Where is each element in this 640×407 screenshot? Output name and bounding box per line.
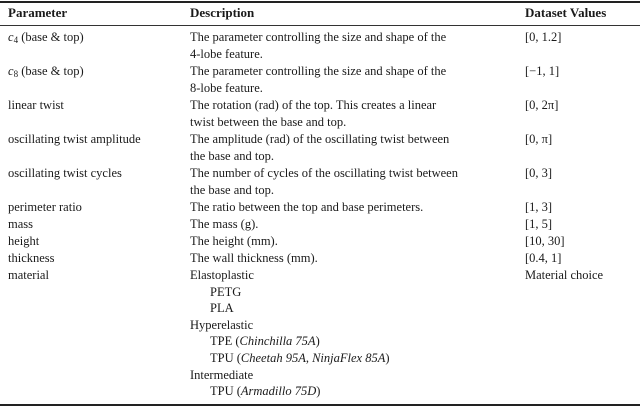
bottom-rule [0,404,640,406]
separator: , [305,350,313,365]
row-param: perimeter ratio [8,200,82,214]
param-label: (base & top) [18,64,84,78]
param-label: (base & top) [18,30,84,44]
material-pla: PLA [210,301,234,316]
row-values: [0, π] [525,132,553,146]
material-type: TPE ( [210,334,240,349]
desc-line: The parameter controlling the size and shape of the [190,64,447,78]
paren-close: ) [315,334,320,349]
row-values: Material choice [525,268,604,282]
param-symbol: c [8,64,14,78]
material-tpu-hyperelastic [190,350,390,367]
paren-close: ) [316,384,321,399]
top-rule [0,1,640,3]
material-brand: Armadillo 75D [240,384,317,399]
desc-line: 4-lobe feature. [190,46,263,61]
row-desc [190,97,436,130]
row-values: [0.4, 1] [525,251,562,265]
row-values: [1, 5] [525,217,553,231]
material-group-intermediate: Intermediate [190,367,254,382]
desc-line: The number of cycles of the oscillating twist between [190,166,458,180]
paren-close: ) [385,350,390,365]
row-param [8,63,84,80]
material-petg: PETG [210,284,242,299]
material-group-elastoplastic: Elastoplastic [190,268,254,282]
row-param: oscillating twist amplitude [8,132,141,146]
row-param: thickness [8,251,55,265]
header-rule [0,25,640,26]
material-type: TPU ( [210,384,241,399]
material-brand: Chinchilla 75A [239,334,316,349]
material-group-hyperelastic: Hyperelastic [190,317,254,332]
row-values: [1, 3] [525,200,553,214]
row-param: mass [8,217,33,231]
row-desc: The mass (g). [190,217,259,231]
material-brand: NinjaFlex 85A [312,350,386,365]
row-desc [190,131,449,164]
row-values: [0, 2π] [525,98,559,112]
desc-line: The amplitude (rad) of the oscillating twist between [190,132,450,146]
row-desc: The ratio between the top and base perimeters. [190,200,424,214]
row-desc [190,63,446,96]
desc-line: The rotation (rad) of the top. This creates a linear [190,98,437,112]
row-values: [0, 1.2] [525,30,562,44]
row-values: [0, 3] [525,166,553,180]
row-param: material [8,268,49,282]
row-values: [10, 30] [525,234,565,248]
header-description: Description [190,5,255,20]
desc-line: The parameter controlling the size and shape of the [190,30,447,44]
row-param: oscillating twist cycles [8,166,122,180]
desc-line: twist between the base and top. [190,114,347,129]
row-desc [190,165,458,198]
row-desc: The height (mm). [190,234,278,248]
header-dataset-values: Dataset Values [525,5,607,20]
param-subscript: 8 [13,69,19,79]
material-list [190,267,390,400]
desc-line: 8-lobe feature. [190,80,263,95]
row-values: [−1, 1] [525,64,560,78]
header-parameter: Parameter [8,5,68,20]
material-type: TPU ( [210,350,241,365]
row-param: height [8,234,40,248]
material-tpu-intermediate [190,383,390,400]
row-desc: The wall thickness (mm). [190,251,318,265]
param-symbol: c [8,30,14,44]
desc-line: the base and top. [190,182,275,197]
row-param: linear twist [8,98,64,112]
param-subscript: 4 [13,35,19,45]
desc-line: the base and top. [190,148,275,163]
material-tpe [190,333,390,350]
row-param [8,29,84,46]
row-desc [190,29,446,62]
material-brand: Cheetah 95A [240,350,306,365]
